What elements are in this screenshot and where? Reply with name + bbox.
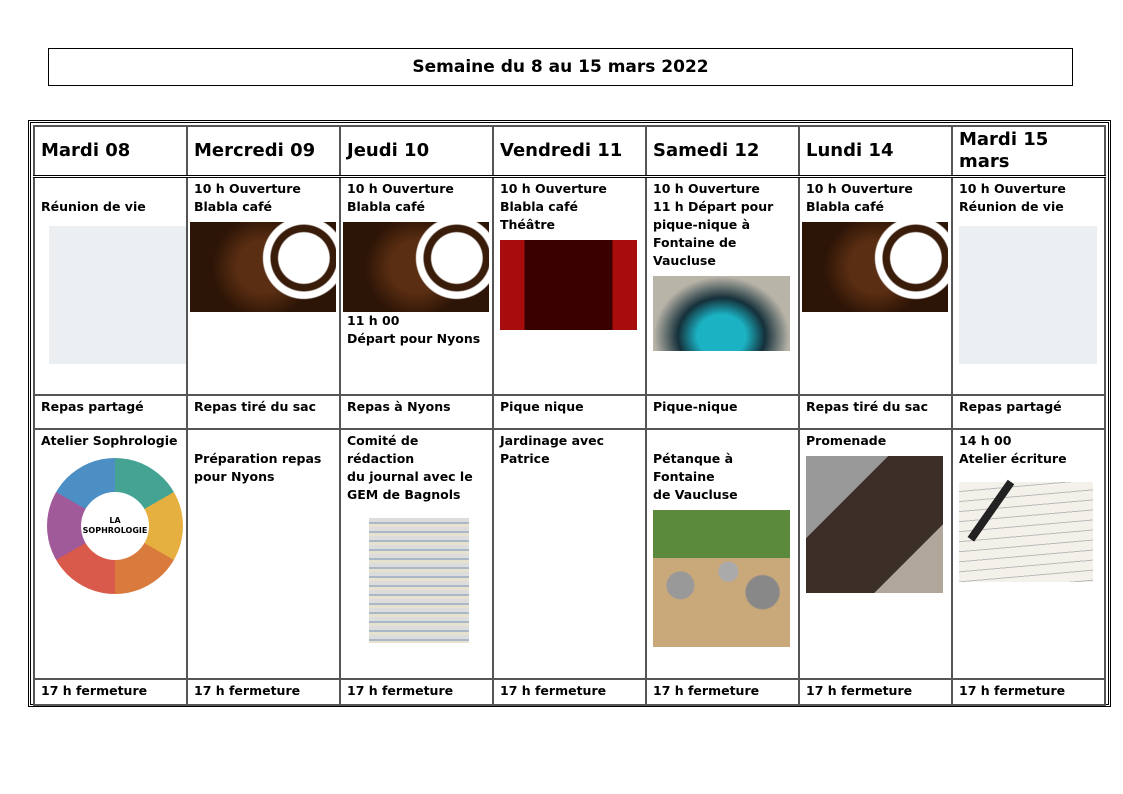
morning-text: 10 h Ouverture Blabla café	[806, 181, 913, 214]
sophrology-wheel-image	[47, 458, 183, 594]
afternoon-cell	[952, 429, 1105, 679]
afternoon-cell	[187, 429, 340, 679]
lunch-cell: Repas partagé	[34, 395, 187, 429]
sophrology-label: LA SOPHROLOGIE	[81, 492, 149, 560]
lunch-cell: Repas partagé	[952, 395, 1105, 429]
lunch-cell: Repas tiré du sac	[187, 395, 340, 429]
meeting-image	[49, 226, 187, 364]
closing-cell: 17 h fermeture	[799, 679, 952, 705]
closing-cell: 17 h fermeture	[340, 679, 493, 705]
lunch-cell: Pique-nique	[646, 395, 799, 429]
morning-text: Réunion de vie	[41, 199, 146, 214]
closing-cell: 17 h fermeture	[34, 679, 187, 705]
morning-text: 10 h Ouverture Blabla café	[347, 181, 454, 214]
afternoon-text: 14 h 00 Atelier écriture	[959, 433, 1067, 466]
afternoon-cell	[493, 429, 646, 679]
morning-text: 10 h Ouverture Blabla café	[194, 181, 301, 214]
day-header: Samedi 12	[646, 126, 799, 177]
coffee-image	[190, 222, 336, 312]
morning-text: 10 h Ouverture Réunion de vie	[959, 181, 1066, 214]
departure-text: 11 h 00 Départ pour Nyons	[347, 313, 481, 346]
day-header: Vendredi 11	[493, 126, 646, 177]
closing-row	[34, 679, 1105, 705]
day-header: Mardi 08	[34, 126, 187, 177]
closing-cell: 17 h fermeture	[952, 679, 1105, 705]
lunch-row	[34, 395, 1105, 429]
newspaper-stack-image	[369, 518, 469, 643]
page-title	[48, 48, 1073, 86]
day-header: Lundi 14	[799, 126, 952, 177]
afternoon-text: Atelier Sophrologie	[41, 433, 178, 448]
title-text: Semaine du 8 au 15 mars 2022	[412, 57, 709, 77]
morning-cell	[493, 177, 646, 396]
afternoon-row	[34, 429, 1105, 679]
lunch-cell: Repas à Nyons	[340, 395, 493, 429]
afternoon-text: Pétanque à Fontaine de Vaucluse	[653, 451, 738, 502]
day-header: Jeudi 10	[340, 126, 493, 177]
fountain-pen-image	[959, 482, 1093, 582]
morning-cell	[187, 177, 340, 396]
coffee-image	[802, 222, 948, 312]
day-header: Mardi 15 mars	[952, 126, 1105, 177]
morning-cell	[952, 177, 1105, 396]
day-header: Mercredi 09	[187, 126, 340, 177]
morning-row	[34, 177, 1105, 396]
morning-cell	[799, 177, 952, 396]
afternoon-text: Préparation repas pour Nyons	[194, 451, 322, 484]
morning-cell	[34, 177, 187, 396]
closing-cell: 17 h fermeture	[493, 679, 646, 705]
afternoon-text: Promenade	[806, 433, 887, 448]
weekly-schedule-table	[28, 120, 1111, 707]
theatre-image	[500, 240, 637, 330]
morning-text: 10 h Ouverture 11 h Départ pour pique-nique à Fontaine de Vaucluse	[653, 181, 774, 268]
petanque-image	[653, 510, 790, 647]
lunch-cell: Pique nique	[493, 395, 646, 429]
afternoon-cell	[34, 429, 187, 679]
day-header-row	[34, 126, 1105, 177]
afternoon-cell	[799, 429, 952, 679]
afternoon-text: Jardinage avec Patrice	[500, 433, 605, 466]
lunch-cell: Repas tiré du sac	[799, 395, 952, 429]
afternoon-text: Comité de rédaction du journal avec le GEM de Bagnols	[347, 433, 473, 502]
closing-cell: 17 h fermeture	[646, 679, 799, 705]
afternoon-cell	[646, 429, 799, 679]
meeting-image	[959, 226, 1097, 364]
closing-cell: 17 h fermeture	[187, 679, 340, 705]
morning-cell	[340, 177, 493, 396]
morning-text: 10 h Ouverture Blabla café Théâtre	[500, 181, 607, 232]
hiking-boot-image	[806, 456, 943, 593]
morning-cell	[646, 177, 799, 396]
cave-image	[653, 276, 790, 351]
coffee-image	[343, 222, 489, 312]
afternoon-cell	[340, 429, 493, 679]
